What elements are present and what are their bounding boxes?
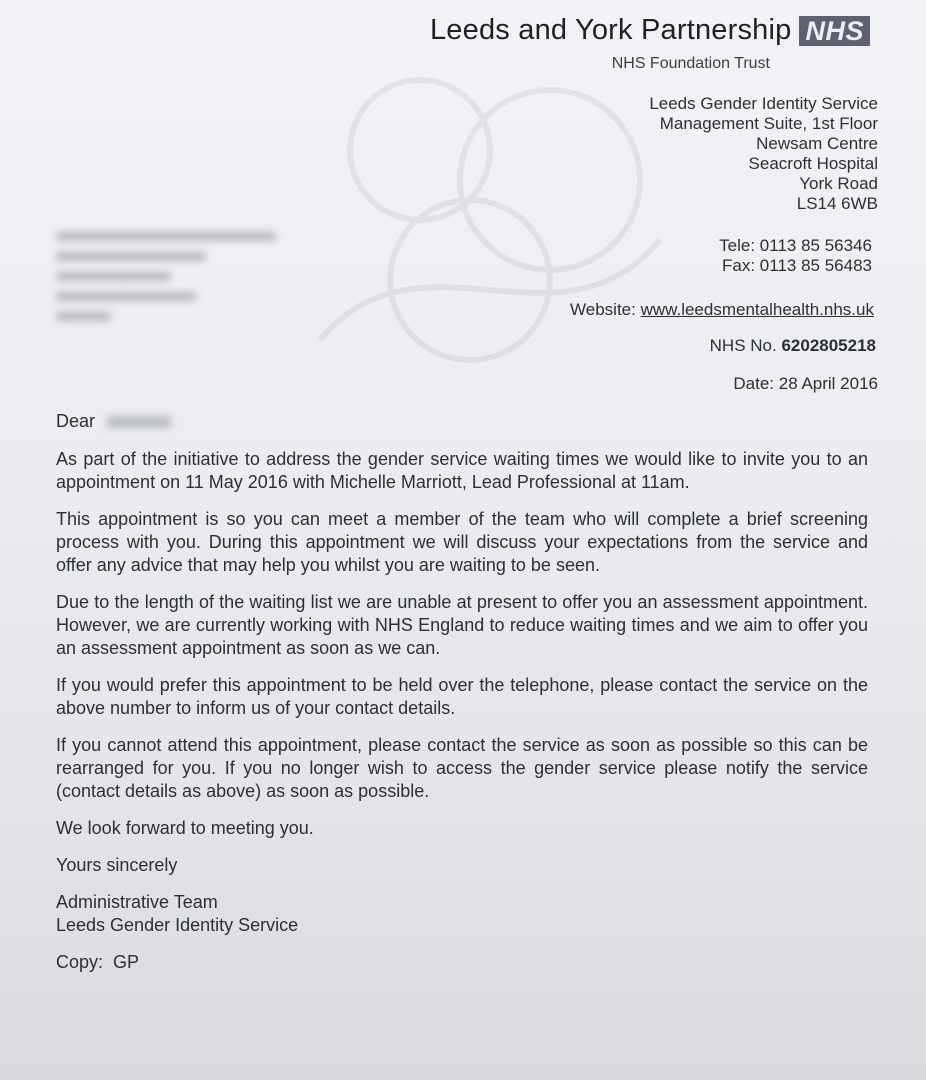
address-line: York Road: [799, 174, 878, 193]
trust-subtitle: NHS Foundation Trust: [611, 55, 770, 72]
copy-to-line: Copy: GP: [56, 952, 140, 972]
website-link[interactable]: www.leedsmentalhealth.nhs.uk: [640, 300, 874, 319]
trust-watermark-graphic: [300, 40, 680, 380]
website-line: [570, 300, 874, 320]
address-line: Management Suite, 1st Floor: [659, 114, 878, 133]
trust-name: Leeds and York Partnership: [429, 14, 792, 46]
signature-service: Leeds Gender Identity Service: [56, 915, 299, 935]
nhs-number-value: 6202805218: [781, 336, 876, 355]
paragraph-invitation: As part of the initiative to address the gender service waiting times we would like to invite you to an appointment on 11 May 2016 with Michelle Marriott, Lead Professional at 11am.: [56, 449, 868, 492]
contact-numbers: [719, 236, 872, 276]
paragraph-closing-remark: We look forward to meeting you.: [56, 818, 314, 838]
recipient-name-redacted: [107, 416, 171, 428]
website-label: Website:: [570, 300, 636, 319]
signature-block: [56, 891, 868, 937]
address-line: Leeds Gender Identity Service: [649, 94, 878, 113]
paragraph-purpose: This appointment is so you can meet a member of the team who will complete a brief screening process with you. During this appointment we will discuss your expectations from the service and offer any advice that may help you whilst you are waiting to be seen.: [56, 509, 868, 575]
letterhead: [430, 14, 870, 73]
letter-date: Date: 28 April 2016: [733, 374, 878, 393]
nhs-number-line: [710, 336, 876, 356]
paragraph-telephone-option: If you would prefer this appointment to be held over the telephone, please contact the service on the above number to inform us of your contact details.: [56, 675, 868, 718]
address-line: LS14 6WB: [796, 194, 878, 213]
recipient-address-redacted: [56, 232, 286, 332]
address-line: Seacroft Hospital: [748, 154, 878, 173]
nhs-number-label: NHS No.: [709, 336, 777, 355]
salutation: Dear: [56, 411, 96, 431]
nhs-logo: NHS: [799, 16, 870, 46]
signature-team: Administrative Team: [56, 892, 218, 912]
salutation-line: [56, 410, 868, 433]
letter-body: [56, 410, 868, 974]
complimentary-close: Yours sincerely: [56, 855, 178, 875]
fax-number: Fax: 0113 85 56483: [722, 256, 872, 275]
telephone-number: Tele: 0113 85 56346: [719, 236, 872, 255]
paragraph-waiting-list: Due to the length of the waiting list we are unable at present to offer you an assessment appointment. However, we are currently working with NHS England to reduce waiting times and we aim to offer you an assessment appointment as soon as we can.: [56, 592, 868, 658]
sender-address: [649, 94, 878, 214]
address-line: Newsam Centre: [756, 134, 878, 153]
paragraph-cancellation: If you cannot attend this appointment, please contact the service as soon as possible so this can be rearranged for you. If you no longer wish to access the gender service please notify the service (contact details as above) as soon as possible.: [56, 735, 868, 801]
trust-name-line: [430, 14, 870, 47]
